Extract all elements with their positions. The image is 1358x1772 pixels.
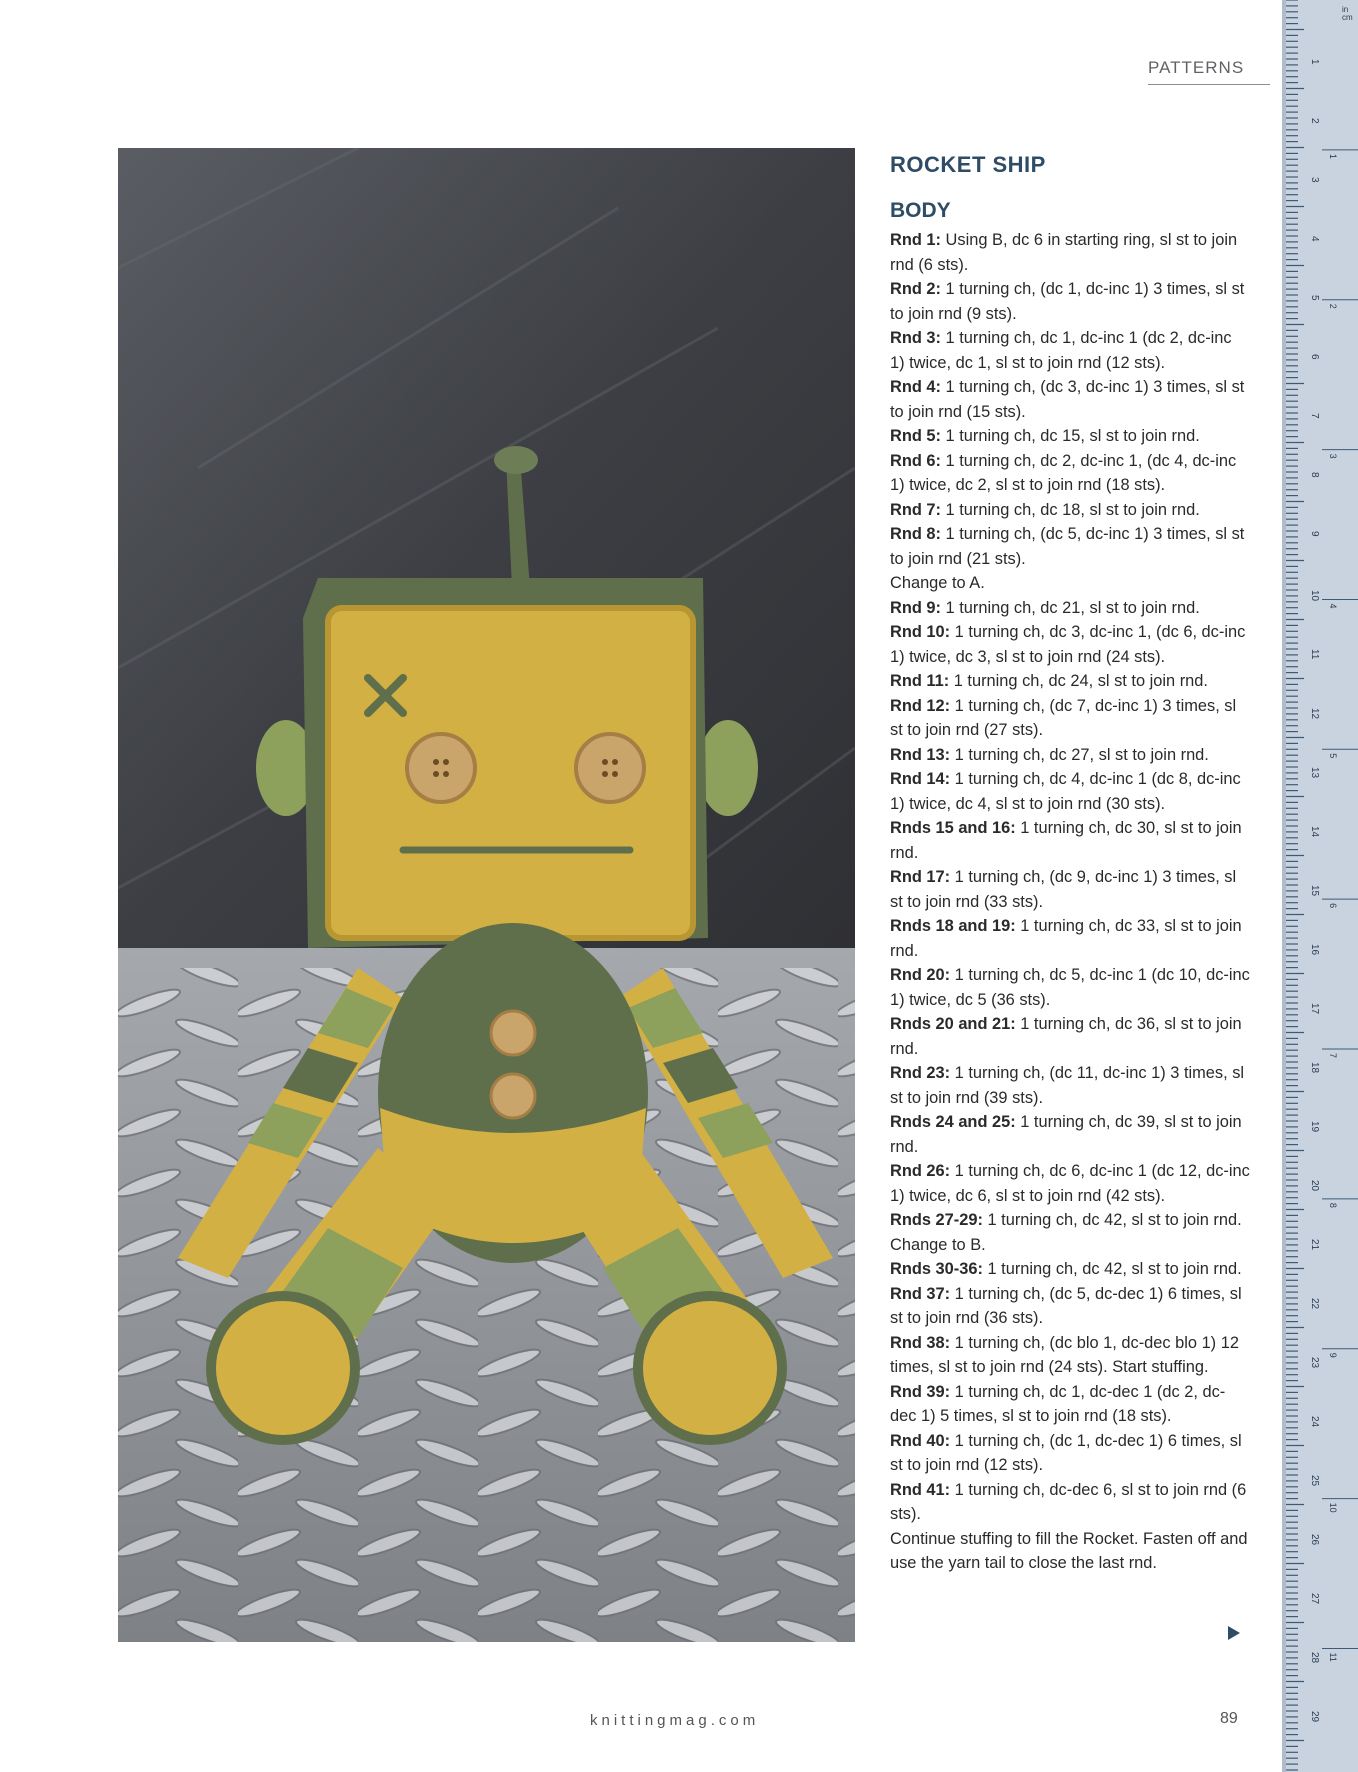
instruction-row	[890, 1527, 1250, 1576]
ruler-inch-label: 2	[1328, 303, 1338, 309]
ruler-cm-label: 16	[1309, 944, 1320, 956]
ruler-cm-label: 17	[1309, 1003, 1320, 1015]
ruler-cm-label: 24	[1309, 1416, 1320, 1428]
ruler-cm-label: 18	[1309, 1062, 1320, 1074]
instruction-row	[890, 498, 1250, 523]
instruction-row	[890, 865, 1250, 914]
ruler-inch-label: 1	[1328, 153, 1338, 159]
ruler-cm-label: 23	[1309, 1357, 1320, 1369]
instruction-row	[890, 1208, 1250, 1257]
row-text: 1 turning ch, dc 1, dc-dec 1 (dc 2, dc-dec 1) 5 times, sl st to join rnd (18 sts).	[890, 1382, 1226, 1425]
row-text: 1 turning ch, dc 1, dc-inc 1 (dc 2, dc-inc 1) twice, dc 1, sl st to join rnd (12 sts).	[890, 329, 1232, 372]
row-label: Rnd 13:	[890, 745, 951, 764]
instruction-row	[890, 669, 1250, 694]
row-text: 1 turning ch, dc 30, sl st to join rnd.	[890, 819, 1242, 862]
row-label: Rnd 14:	[890, 770, 951, 788]
instruction-row	[890, 277, 1250, 326]
instruction-row	[890, 1110, 1250, 1159]
row-text: 1 turning ch, dc 2, dc-inc 1, (dc 4, dc-inc 1) twice, dc 2, sl st to join rnd (18 sts).	[890, 451, 1237, 494]
row-text: 1 turning ch, dc 6, dc-inc 1 (dc 12, dc-inc 1) twice, dc 6, sl st to join rnd (42 sts).	[890, 1162, 1250, 1205]
row-text: 1 turning ch, dc 18, sl st to join rnd.	[941, 500, 1200, 519]
row-text: 1 turning ch, dc 4, dc-inc 1 (dc 8, dc-inc 1) twice, dc 4, sl st to join rnd (30 sts).	[890, 770, 1241, 813]
row-text: 1 turning ch, (dc 3, dc-inc 1) 3 times, sl st to join rnd (15 sts).	[890, 378, 1245, 421]
row-text: 1 turning ch, dc 36, sl st to join rnd.	[890, 1015, 1242, 1058]
instruction-row	[890, 228, 1250, 277]
ruler-cm-label: 2	[1309, 118, 1320, 124]
row-text: 1 turning ch, (dc 1, dc-inc 1) 3 times, sl st to join rnd (9 sts).	[890, 280, 1245, 323]
row-label: Rnd 9:	[890, 598, 941, 617]
instruction-row	[890, 571, 1250, 596]
instruction-row	[890, 1429, 1250, 1478]
instruction-row	[890, 694, 1250, 743]
row-text: 1 turning ch, dc 24, sl st to join rnd.	[949, 672, 1208, 690]
ruler-cm-label: 1	[1309, 59, 1320, 65]
ruler-cm-label: 14	[1309, 826, 1320, 838]
instruction-row	[890, 1282, 1250, 1331]
row-label: Rnd 39:	[890, 1382, 951, 1401]
ruler-cm-label: 28	[1309, 1652, 1320, 1664]
row-label: Rnd 1:	[890, 231, 941, 249]
measuring-ruler	[1282, 0, 1358, 1772]
instruction-row	[890, 375, 1250, 424]
row-text: 1 turning ch, (dc 11, dc-inc 1) 3 times, sl st to join rnd (39 sts).	[890, 1064, 1245, 1107]
instruction-row	[890, 449, 1250, 498]
ruler-cm-label: 13	[1309, 767, 1320, 779]
row-text: 1 turning ch, dc 27, sl st to join rnd.	[950, 745, 1209, 764]
instruction-row	[890, 1257, 1250, 1282]
row-text: Using B, dc 6 in starting ring, sl st to join rnd (6 sts).	[890, 231, 1238, 274]
instruction-row	[890, 1331, 1250, 1380]
page-number: 89	[1220, 1710, 1238, 1727]
ruler-cm-label: 26	[1309, 1534, 1320, 1546]
row-label: Rnd 6:	[890, 451, 941, 470]
ruler-cm-label: 21	[1309, 1239, 1320, 1251]
ruler-cm-label: 20	[1309, 1180, 1320, 1192]
row-text: 1 turning ch, dc 5, dc-inc 1 (dc 10, dc-inc 1) twice, dc 5 (36 sts).	[890, 966, 1250, 1009]
instruction-row	[890, 1380, 1250, 1429]
ruler-cm-label: 5	[1309, 295, 1320, 301]
row-text: 1 turning ch, dc 39, sl st to join rnd.	[890, 1113, 1242, 1156]
row-text: 1 turning ch, dc 3, dc-inc 1, (dc 6, dc-inc 1) twice, dc 3, sl st to join rnd (24 sts).	[890, 623, 1246, 666]
ruler-cm-label: 11	[1309, 649, 1320, 660]
row-label: Rnds 20 and 21:	[890, 1015, 1016, 1033]
section-tag: PATTERNS	[1148, 58, 1270, 85]
row-label: Rnd 11:	[890, 672, 950, 690]
instruction-list	[890, 228, 1250, 1576]
pattern-title: ROCKET SHIP	[890, 152, 1046, 177]
instruction-row	[890, 963, 1250, 1012]
ruler-edge	[1282, 0, 1286, 1772]
row-text: 1 turning ch, (dc 1, dc-dec 1) 6 times, sl st to join rnd (12 sts).	[890, 1431, 1242, 1474]
row-label: Rnd 37:	[890, 1284, 951, 1303]
instruction-row	[890, 816, 1250, 865]
row-label: Rnd 3:	[890, 329, 941, 347]
instruction-row	[890, 1012, 1250, 1061]
ruler-inch-label: 9	[1328, 1352, 1338, 1358]
ruler-cm-label: 27	[1309, 1593, 1320, 1605]
row-text: 1 turning ch, (dc blo 1, dc-dec blo 1) 12 times, sl st to join rnd (24 sts). Start stuffing.	[890, 1333, 1239, 1376]
row-label: Rnd 41:	[890, 1480, 951, 1499]
ruler-inch-label: 6	[1328, 903, 1338, 909]
row-text: 1 turning ch, dc 21, sl st to join rnd.	[941, 598, 1200, 617]
instruction-row	[890, 914, 1250, 963]
pattern-column	[890, 148, 1250, 1576]
row-label: Rnd 26:	[890, 1162, 951, 1180]
ruler-cm-label: 29	[1309, 1711, 1320, 1723]
ruler-cm-label: 12	[1309, 708, 1320, 720]
ruler-cm-label: 25	[1309, 1475, 1320, 1487]
ruler-inch-label: 7	[1328, 1053, 1338, 1059]
instruction-row	[890, 424, 1250, 449]
ruler-cm-label: 7	[1309, 413, 1320, 419]
row-label: Rnds 15 and 16:	[890, 819, 1016, 837]
row-label: Rnds 30-36:	[890, 1260, 983, 1278]
ruler-cm-label: 22	[1309, 1298, 1320, 1310]
instruction-row	[890, 767, 1250, 816]
ruler-cm-label: 15	[1309, 885, 1320, 897]
ruler-cm-label: 6	[1309, 354, 1320, 360]
ruler-cm-label: 10	[1309, 590, 1320, 602]
instruction-row	[890, 596, 1250, 621]
row-text: 1 turning ch, dc 33, sl st to join rnd.	[890, 917, 1242, 960]
row-text: 1 turning ch, (dc 9, dc-inc 1) 3 times, sl st to join rnd (33 sts).	[890, 868, 1237, 911]
ruler-inch-label: 8	[1328, 1202, 1338, 1208]
ruler-inch-label: 11	[1328, 1652, 1338, 1662]
row-text: 1 turning ch, (dc 7, dc-inc 1) 3 times, sl st to join rnd (27 sts).	[890, 696, 1237, 739]
ruler-inch-label: 10	[1328, 1502, 1338, 1513]
instruction-row	[890, 522, 1250, 571]
row-label: Rnd 2:	[890, 280, 941, 298]
row-text: 1 turning ch, (dc 5, dc-dec 1) 6 times, sl st to join rnd (36 sts).	[890, 1284, 1242, 1327]
continue-arrow-icon	[1228, 1626, 1240, 1640]
robot-photo	[118, 148, 855, 1642]
row-label: Rnds 27-29:	[890, 1211, 983, 1229]
row-label: Rnd 23:	[890, 1064, 951, 1082]
row-label: Rnds 24 and 25:	[890, 1113, 1016, 1131]
section-heading: BODY	[890, 199, 951, 222]
ruler-cm-label: 4	[1309, 236, 1320, 242]
ruler-cm-label: 19	[1309, 1121, 1320, 1133]
row-label: Rnd 38:	[890, 1333, 951, 1352]
row-text: 1 turning ch, dc-dec 6, sl st to join rnd (6 sts).	[890, 1480, 1247, 1523]
row-label: Rnd 17:	[890, 868, 951, 886]
instruction-row	[890, 1478, 1250, 1527]
instruction-row	[890, 620, 1250, 669]
row-label: Rnd 40:	[890, 1431, 951, 1450]
instruction-row	[890, 1159, 1250, 1208]
instruction-row	[890, 326, 1250, 375]
row-text: 1 turning ch, dc 42, sl st to join rnd.	[982, 1260, 1242, 1278]
ruler-inch-label: 4	[1328, 603, 1338, 609]
row-text: 1 turning ch, (dc 5, dc-inc 1) 3 times, sl st to join rnd (21 sts).	[890, 525, 1245, 568]
ruler-unit-label: cm	[1342, 13, 1353, 22]
row-label: Rnds 18 and 19:	[890, 917, 1016, 935]
row-label: Rnd 20:	[890, 966, 951, 984]
ruler-inch-label: 3	[1328, 453, 1338, 459]
row-label: Rnd 4:	[890, 378, 941, 396]
instruction-row	[890, 1061, 1250, 1110]
row-label: Rnd 7:	[890, 500, 941, 519]
ruler-unit-label: in	[1342, 5, 1349, 14]
row-text: Change to A.	[890, 574, 985, 592]
ruler-cm-label: 3	[1309, 177, 1320, 183]
instruction-row	[890, 743, 1250, 768]
ruler-inch-label: 5	[1328, 753, 1338, 759]
ruler-cm-label: 8	[1309, 472, 1320, 478]
footer-url: knittingmag.com	[590, 1712, 760, 1729]
row-text: 1 turning ch, dc 42, sl st to join rnd. Change to B.	[890, 1211, 1242, 1254]
row-label: Rnd 5:	[890, 427, 941, 445]
row-label: Rnd 8:	[890, 525, 941, 543]
row-text: Continue stuffing to fill the Rocket. Fasten off and use the yarn tail to close the last rnd.	[890, 1529, 1248, 1572]
ruler-cm-label: 9	[1309, 531, 1320, 537]
row-label: Rnd 12:	[890, 696, 951, 715]
row-label: Rnd 10:	[890, 623, 951, 641]
row-text: 1 turning ch, dc 15, sl st to join rnd.	[941, 427, 1200, 445]
